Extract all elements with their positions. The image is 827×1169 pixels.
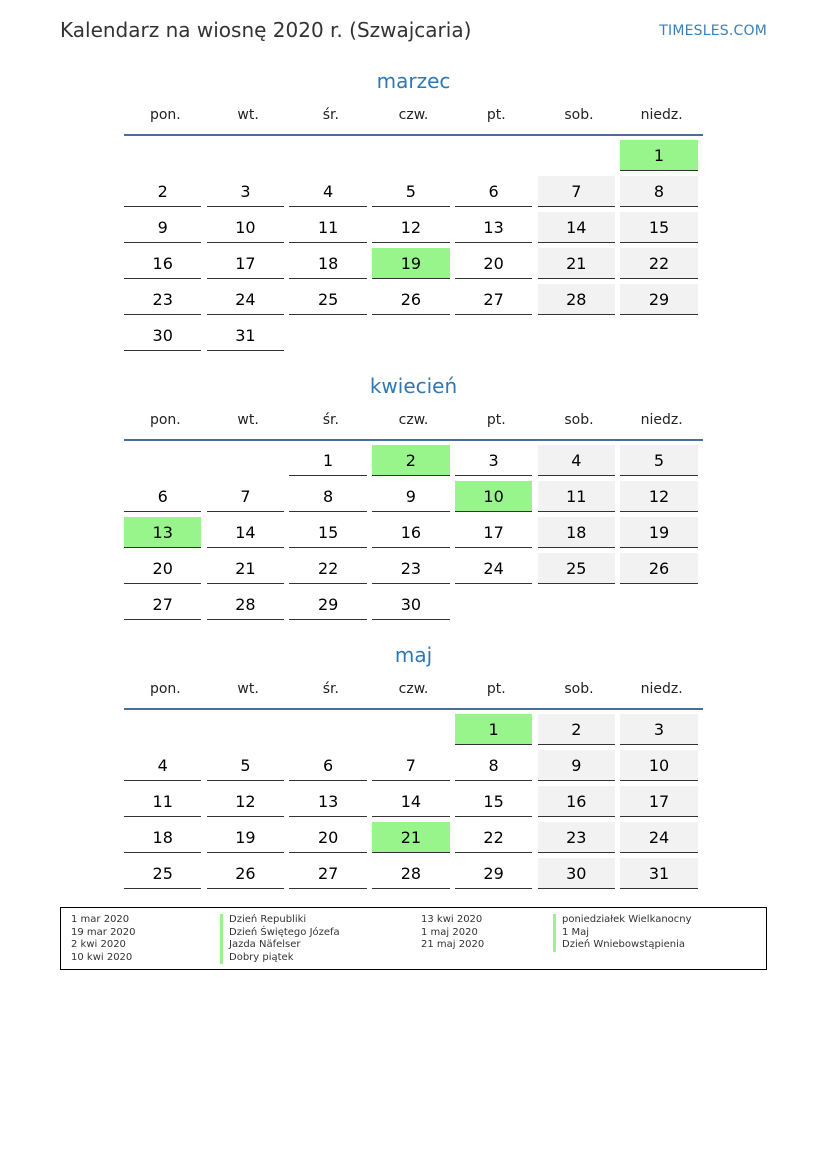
- holiday-day-cell: 1: [620, 140, 697, 171]
- legend-date: 1 maj 2020: [421, 926, 478, 938]
- day-cell: 27: [455, 284, 532, 315]
- weekday-header: [124, 401, 703, 441]
- weekday-label: czw.: [398, 412, 429, 428]
- weekday-label: pt.: [486, 681, 506, 697]
- day-cell: 4: [124, 750, 201, 781]
- day-cell: 28: [372, 858, 449, 889]
- day-cell: 8: [455, 750, 532, 781]
- day-cell: 29: [455, 858, 532, 889]
- day-cell: 15: [455, 786, 532, 817]
- day-cell: 30: [538, 858, 615, 889]
- empty-day-cell: [372, 140, 449, 171]
- day-cell: 1: [289, 445, 366, 476]
- legend-dates-right: [421, 914, 484, 952]
- empty-day-cell: [124, 714, 201, 745]
- day-cell: 19: [207, 822, 284, 853]
- legend-holiday-name: Dzień Świętego Józefa: [220, 927, 340, 940]
- weekday-label: sob.: [564, 107, 594, 123]
- week-row: [124, 176, 703, 212]
- weekday-label: czw.: [398, 681, 429, 697]
- legend-dates-left: [71, 914, 136, 964]
- holiday-day-cell: 2: [372, 445, 449, 476]
- day-cell: 13: [455, 212, 532, 243]
- day-cell: 25: [124, 858, 201, 889]
- week-row: [124, 786, 703, 822]
- legend-date: 10 kwi 2020: [71, 951, 133, 963]
- day-cell: 26: [372, 284, 449, 315]
- day-cell: 16: [124, 248, 201, 279]
- month-grid: [124, 136, 703, 356]
- day-cell: 16: [372, 517, 449, 548]
- legend-date: 2 kwi 2020: [71, 939, 126, 950]
- month-grid: [124, 441, 703, 625]
- day-cell: 5: [372, 176, 449, 207]
- day-cell: 18: [124, 822, 201, 853]
- day-cell: 3: [620, 714, 697, 745]
- week-row: [124, 212, 703, 248]
- day-cell: 10: [620, 750, 697, 781]
- legend-holiday-name: Dzień Wniebowstąpienia: [553, 939, 692, 952]
- legend-date: 1 mar 2020: [71, 914, 130, 925]
- empty-day-cell: [289, 320, 366, 351]
- weekday-label: czw.: [398, 107, 429, 123]
- day-cell: 20: [124, 553, 201, 584]
- day-cell: 6: [289, 750, 366, 781]
- day-cell: 3: [207, 176, 284, 207]
- day-cell: 14: [207, 517, 284, 548]
- week-row: [124, 822, 703, 858]
- day-cell: 25: [538, 553, 615, 584]
- day-cell: 17: [455, 517, 532, 548]
- day-cell: 26: [620, 553, 697, 584]
- day-cell: 20: [455, 248, 532, 279]
- holiday-day-cell: 1: [455, 714, 532, 745]
- day-cell: 9: [538, 750, 615, 781]
- legend-holiday-name: 1 Maj: [553, 927, 692, 940]
- day-cell: 20: [289, 822, 366, 853]
- day-cell: 5: [620, 445, 697, 476]
- empty-day-cell: [455, 140, 532, 171]
- empty-day-cell: [124, 445, 201, 476]
- empty-day-cell: [538, 320, 615, 351]
- day-cell: 2: [124, 176, 201, 207]
- weekday-header: [124, 96, 703, 136]
- day-cell: 12: [372, 212, 449, 243]
- holiday-day-cell: 21: [372, 822, 449, 853]
- day-cell: 22: [455, 822, 532, 853]
- day-cell: 28: [207, 589, 284, 620]
- weekday-label: śr.: [322, 681, 339, 697]
- empty-day-cell: [289, 140, 366, 171]
- weekday-label: sob.: [564, 412, 594, 428]
- day-cell: 30: [372, 589, 449, 620]
- empty-day-cell: [289, 714, 366, 745]
- weekday-label: wt.: [237, 412, 259, 428]
- weekday-label: niedz.: [640, 681, 683, 697]
- day-cell: 5: [207, 750, 284, 781]
- page-title: Kalendarz na wiosnę 2020 r. (Szwajcaria): [60, 18, 472, 42]
- day-cell: 12: [620, 481, 697, 512]
- day-cell: 14: [538, 212, 615, 243]
- weekday-header: [124, 670, 703, 710]
- day-cell: 7: [372, 750, 449, 781]
- holiday-legend: [60, 907, 767, 970]
- day-cell: 23: [372, 553, 449, 584]
- day-cell: 7: [538, 176, 615, 207]
- week-row: [124, 320, 703, 356]
- legend-names-left: [220, 914, 340, 964]
- month-title: maj: [394, 643, 433, 667]
- month-title: marzec: [376, 69, 451, 93]
- week-row: [124, 284, 703, 320]
- day-cell: 21: [538, 248, 615, 279]
- day-cell: 4: [538, 445, 615, 476]
- legend-date: 13 kwi 2020: [421, 914, 483, 925]
- day-cell: 14: [372, 786, 449, 817]
- day-cell: 11: [538, 481, 615, 512]
- weekday-label: sob.: [564, 681, 594, 697]
- holiday-day-cell: 19: [372, 248, 449, 279]
- day-cell: 9: [372, 481, 449, 512]
- week-row: [124, 589, 703, 625]
- weekday-label: wt.: [237, 107, 259, 123]
- legend-date: 19 mar 2020: [71, 926, 136, 938]
- day-cell: 11: [289, 212, 366, 243]
- brand-link[interactable]: TIMESLES.COM: [659, 23, 767, 39]
- empty-day-cell: [620, 589, 697, 620]
- day-cell: 23: [124, 284, 201, 315]
- legend-names-right: [553, 914, 692, 952]
- day-cell: 24: [207, 284, 284, 315]
- week-row: [124, 714, 703, 750]
- day-cell: 18: [538, 517, 615, 548]
- legend-date: 21 maj 2020: [421, 939, 485, 950]
- empty-day-cell: [124, 140, 201, 171]
- day-cell: 23: [538, 822, 615, 853]
- empty-day-cell: [455, 320, 532, 351]
- day-cell: 25: [289, 284, 366, 315]
- week-row: [124, 553, 703, 589]
- day-cell: 19: [620, 517, 697, 548]
- day-cell: 27: [289, 858, 366, 889]
- week-row: [124, 858, 703, 894]
- legend-holiday-name: Jazda Näfelser: [220, 939, 340, 952]
- empty-day-cell: [207, 714, 284, 745]
- day-cell: 13: [289, 786, 366, 817]
- weekday-label: wt.: [237, 681, 259, 697]
- day-cell: 30: [124, 320, 201, 351]
- day-cell: 28: [538, 284, 615, 315]
- day-cell: 22: [289, 553, 366, 584]
- day-cell: 6: [455, 176, 532, 207]
- weekday-label: pt.: [486, 107, 506, 123]
- day-cell: 31: [207, 320, 284, 351]
- weekday-label: niedz.: [640, 107, 683, 123]
- day-cell: 4: [289, 176, 366, 207]
- day-cell: 31: [620, 858, 697, 889]
- day-cell: 7: [207, 481, 284, 512]
- empty-day-cell: [372, 320, 449, 351]
- month-title: kwiecień: [369, 374, 458, 398]
- legend-holiday-name: Dobry piątek: [220, 952, 340, 965]
- empty-day-cell: [538, 140, 615, 171]
- legend-holiday-name: poniedziałek Wielkanocny: [553, 914, 692, 927]
- day-cell: 26: [207, 858, 284, 889]
- day-cell: 24: [620, 822, 697, 853]
- day-cell: 18: [289, 248, 366, 279]
- day-cell: 2: [538, 714, 615, 745]
- week-row: [124, 750, 703, 786]
- legend-holiday-name: Dzień Republiki: [220, 914, 340, 927]
- day-cell: 24: [455, 553, 532, 584]
- day-cell: 15: [289, 517, 366, 548]
- empty-day-cell: [620, 320, 697, 351]
- day-cell: 21: [207, 553, 284, 584]
- day-cell: 9: [124, 212, 201, 243]
- holiday-day-cell: 13: [124, 517, 201, 548]
- month-grid: [124, 710, 703, 894]
- week-row: [124, 248, 703, 284]
- empty-day-cell: [538, 589, 615, 620]
- day-cell: 29: [620, 284, 697, 315]
- weekday-label: pt.: [486, 412, 506, 428]
- empty-day-cell: [372, 714, 449, 745]
- week-row: [124, 517, 703, 553]
- month-april: [124, 371, 703, 625]
- day-cell: 8: [289, 481, 366, 512]
- day-cell: 16: [538, 786, 615, 817]
- day-cell: 12: [207, 786, 284, 817]
- weekday-label: pon.: [149, 107, 181, 123]
- day-cell: 29: [289, 589, 366, 620]
- empty-day-cell: [207, 140, 284, 171]
- day-cell: 11: [124, 786, 201, 817]
- month-may: [124, 640, 703, 894]
- weekday-label: pon.: [149, 412, 181, 428]
- weekday-label: pon.: [149, 681, 181, 697]
- day-cell: 3: [455, 445, 532, 476]
- month-march: [124, 66, 703, 356]
- weekday-label: niedz.: [640, 412, 683, 428]
- week-row: [124, 481, 703, 517]
- empty-day-cell: [207, 445, 284, 476]
- day-cell: 6: [124, 481, 201, 512]
- day-cell: 22: [620, 248, 697, 279]
- day-cell: 17: [207, 248, 284, 279]
- weekday-label: śr.: [322, 412, 339, 428]
- holiday-day-cell: 10: [455, 481, 532, 512]
- day-cell: 17: [620, 786, 697, 817]
- day-cell: 8: [620, 176, 697, 207]
- day-cell: 10: [207, 212, 284, 243]
- weekday-label: śr.: [322, 107, 339, 123]
- empty-day-cell: [455, 589, 532, 620]
- week-row: [124, 445, 703, 481]
- day-cell: 27: [124, 589, 201, 620]
- day-cell: 15: [620, 212, 697, 243]
- week-row: [124, 140, 703, 176]
